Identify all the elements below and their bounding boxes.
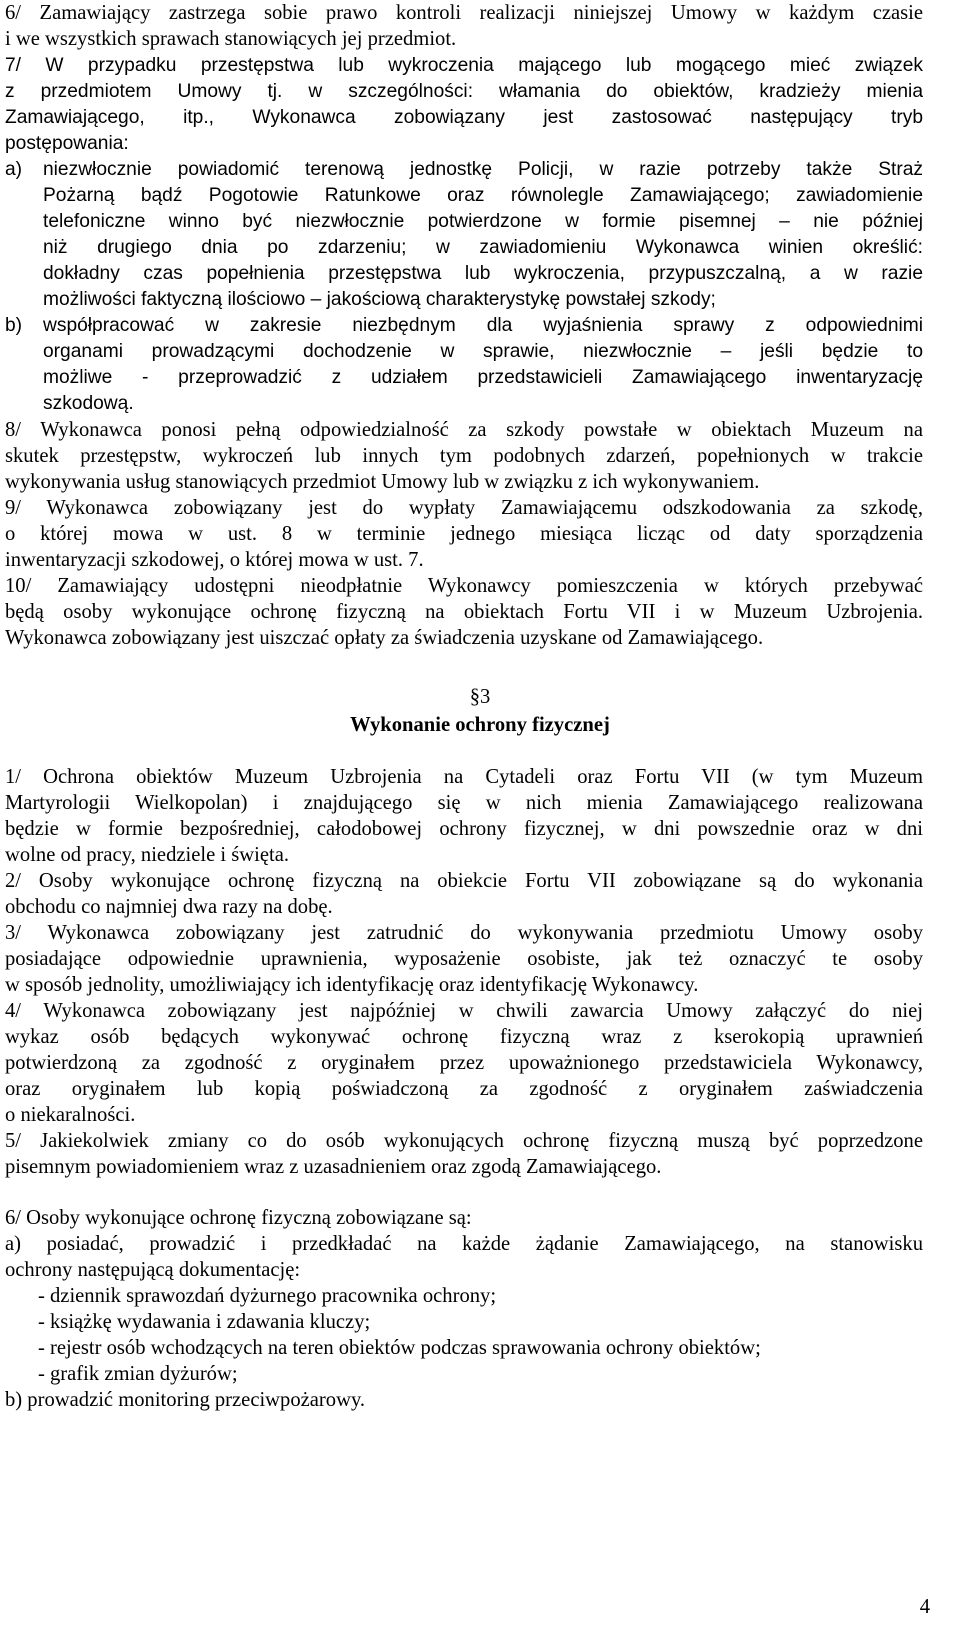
list-label-a: a) [5, 159, 23, 180]
text-line: obchodu co najmniej dwa razy na dobę. [5, 896, 333, 918]
text-line: 6/ Zamawiający zastrzega sobie prawo kontroli realizacji niniejszej Umowy w każdym czasie [5, 2, 923, 24]
text-line: pisemnym powiadomieniem wraz z uzasadnieniem oraz zgodą Zamawiającego. [5, 1156, 662, 1178]
text-line: w sposób jednolity, umożliwiający ich identyfikację oraz identyfikację Wykonawcy. [5, 974, 699, 996]
list-item: - książkę wydawania i zdawania kluczy; [38, 1311, 371, 1333]
text-line: wolne od pracy, niedziele i święta. [5, 844, 290, 866]
section3-paragraph-1 [5, 764, 923, 868]
text-line: 2/ Osoby wykonujące ochronę fizyczną na obiekcie Fortu VII zobowiązane są do wykonania [5, 870, 923, 892]
text-line: potwierdzoną za zgodność z oryginałem przez upoważnionego przedstawiciela Wykonawcy, [5, 1052, 923, 1074]
text-line: organami prowadzącymi dochodzenie w sprawie, niezwłocznie – jeśli będzie to [43, 341, 923, 362]
text-line: dokładny czas popełnienia przestępstwa lub wykroczenia, przypuszczalną, a w razie [43, 263, 923, 284]
text-line: 3/ Wykonawca zobowiązany jest zatrudnić do wykonywania przedmiotu Umowy osoby [5, 922, 923, 944]
text-line: współpracować w zakresie niezbędnym dla wyjaśnienia sprawy z odpowiednimi [43, 315, 923, 336]
section3-paragraph-5 [5, 1128, 923, 1180]
text-line: 10/ Zamawiający udostępni nieodpłatnie Wykonawcy pomieszczenia w których przebywać [5, 575, 923, 597]
text-line: 9/ Wykonawca zobowiązany jest do wypłaty Zamawiającemu odszkodowania za szkodę, [5, 497, 923, 519]
list-label-b: b) [5, 315, 23, 336]
section3-paragraph-6a [5, 1231, 923, 1283]
text-line: niż drugiego dnia po zdarzeniu; w zawiadomieniu Wykonawca winien określić: [43, 237, 923, 258]
paragraph-7 [5, 53, 923, 157]
text-line: a) posiadać, prowadzić i przedkładać na każde żądanie Zamawiającego, na stanowisku [5, 1233, 923, 1255]
paragraph-10 [5, 573, 923, 651]
text-line: o której mowa w ust. 8 w terminie jednego miesiąca licząc od daty sporządzenia [5, 523, 923, 545]
text-line: niezwłocznie powiadomić terenową jednostkę Policji, w razie potrzeby także Straż [43, 159, 923, 180]
text-line: postępowania: [5, 133, 129, 154]
text-line: możliwości faktyczną ilościowo – jakościową charakterystykę powstałej szkody; [43, 289, 716, 310]
text-line: Martyrologii Wielkopolan) i znajdującego się w nich mienia Zamawiającego realizowana [5, 792, 923, 814]
text-line: 5/ Jakiekolwiek zmiany co do osób wykonujących ochronę fizyczną muszą być poprzedzone [5, 1130, 923, 1152]
text-line: Zamawiającego, itp., Wykonawca zobowiązany jest zastosować następujący tryb [5, 107, 923, 128]
text-line: ochrony następującą dokumentację: [5, 1259, 301, 1281]
section-title: Wykonanie ochrony fizycznej [350, 714, 610, 736]
list-item: - dziennik sprawozdań dyżurnego pracownika ochrony; [38, 1285, 497, 1307]
paragraph-7a [43, 157, 923, 313]
text-line: posiadające odpowiednie uprawnienia, wyposażenie osobiste, jak też oznaczyć te osoby [5, 948, 923, 970]
text-line: szkodową. [43, 393, 134, 414]
text-line: i we wszystkich sprawach stanowiących jej przedmiot. [5, 28, 457, 50]
text-line: wykaz osób będących wykonywać ochronę fizyczną wraz z kserokopią uprawnień [5, 1026, 923, 1048]
text-line: będą osoby wykonujące ochronę fizyczną na obiektach Fortu VII i w Muzeum Uzbrojenia. [5, 601, 923, 623]
paragraph-9 [5, 495, 923, 573]
section-number: §3 [469, 686, 491, 708]
text-line: Pożarną bądź Pogotowie Ratunkowe oraz równolegle Zamawiającego; zawiadomienie [43, 185, 923, 206]
paragraph-8 [5, 417, 923, 495]
paragraph-6 [5, 0, 923, 52]
text-line: Wykonawca zobowiązany jest uiszczać opłaty za świadczenia uzyskane od Zamawiającego. [5, 627, 764, 649]
text-line: możliwe - przeprowadzić z udziałem przedstawicieli Zamawiającego inwentaryzację [43, 367, 923, 388]
list-item: - grafik zmian dyżurów; [38, 1363, 238, 1385]
text-line: skutek przestępstw, wykroczeń lub innych tym podobnych zdarzeń, popełnionych w trakcie [5, 445, 923, 467]
text-line: telefoniczne winno być niezwłocznie potwierdzone w formie pisemnej – nie później [43, 211, 923, 232]
text-line: 4/ Wykonawca zobowiązany jest najpóźniej w chwili zawarcia Umowy załączyć do niej [5, 1000, 923, 1022]
section3-paragraph-6-intro: 6/ Osoby wykonujące ochronę fizyczną zobowiązane są: [5, 1207, 472, 1229]
text-line: wykonywania usług stanowiących przedmiot Umowy lub w związku z ich wykonywaniem. [5, 471, 760, 493]
section3-paragraph-6b: b) prowadzić monitoring przeciwpożarowy. [5, 1389, 366, 1411]
text-line: 1/ Ochrona obiektów Muzeum Uzbrojenia na Cytadeli oraz Fortu VII (w tym Muzeum [5, 766, 923, 788]
paragraph-7b [43, 313, 923, 417]
page-number: 4 [919, 1596, 930, 1618]
text-line: 7/ W przypadku przestępstwa lub wykroczenia mającego lub mogącego mieć związek [5, 55, 923, 76]
section3-paragraph-3 [5, 920, 923, 998]
text-line: o niekaralności. [5, 1104, 136, 1126]
text-line: inwentaryzacji szkodowej, o której mowa w ust. 7. [5, 549, 424, 571]
section3-paragraph-2 [5, 868, 923, 920]
section3-paragraph-4 [5, 998, 923, 1128]
list-item: - rejestr osób wchodzących na teren obiektów podczas sprawowania ochrony obiektów; [38, 1337, 761, 1359]
text-line: 8/ Wykonawca ponosi pełną odpowiedzialność za szkody powstałe w obiektach Muzeum na [5, 419, 923, 441]
text-line: z przedmiotem Umowy tj. w szczególności: włamania do obiektów, kradzieży mienia [5, 81, 923, 102]
text-line: oraz oryginałem lub kopią poświadczoną za zgodność z oryginałem zaświadczenia [5, 1078, 923, 1100]
text-line: będzie w formie bezpośredniej, całodobowej ochrony fizycznej, w dni powszednie oraz w dni [5, 818, 923, 840]
